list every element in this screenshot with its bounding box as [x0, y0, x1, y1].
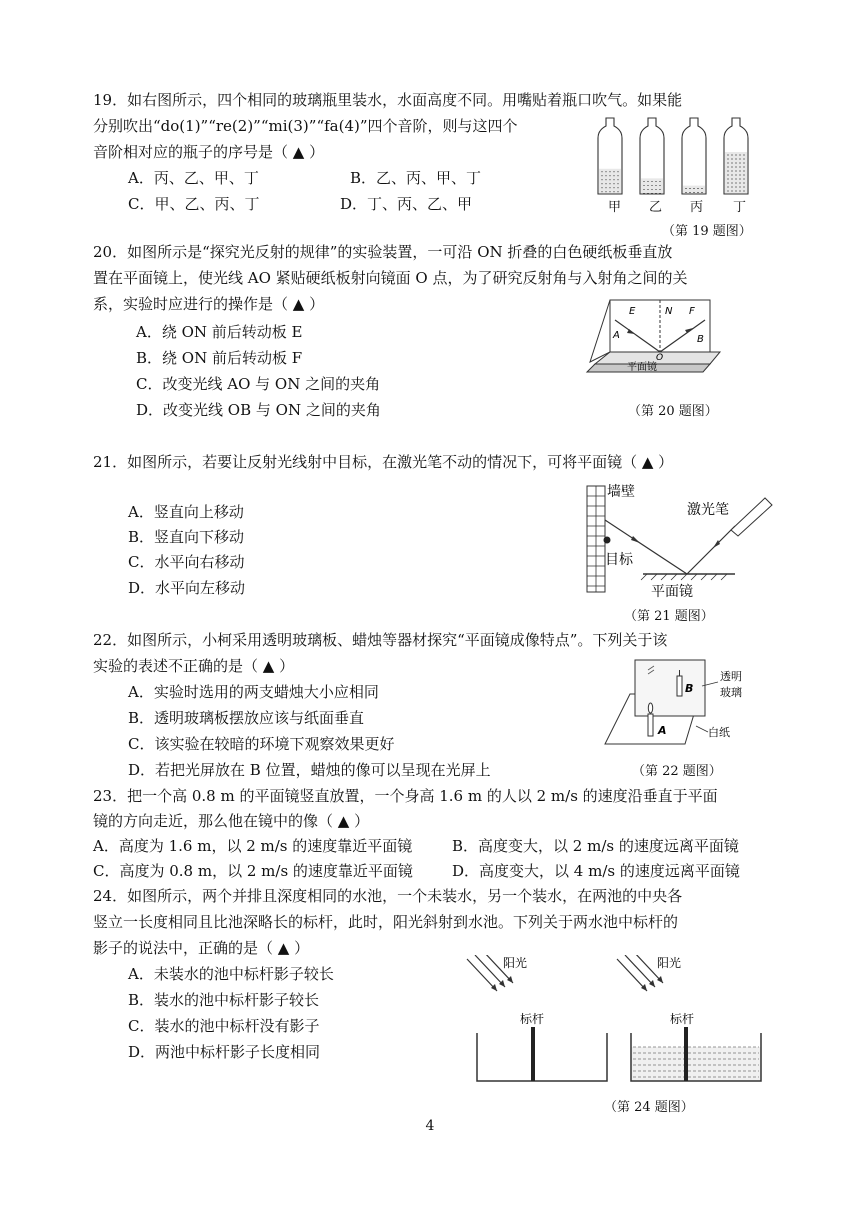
q22-caption: （第 22 题图）: [632, 764, 722, 779]
q20-label-b: B: [697, 334, 704, 345]
q22-label-b: B: [685, 682, 694, 695]
q19-option-a: A．丙、乙、甲、丁: [128, 169, 259, 187]
q22-candle-svg: [600, 656, 755, 748]
q24-sunlight-right-arrows: [641, 976, 663, 991]
q21-target-dot: [604, 537, 611, 544]
q24-option-a: A．未装水的池中标杆影子较长: [128, 965, 334, 983]
bottle-label-bing: 丙: [690, 200, 704, 215]
q24-pole-right: [684, 1027, 688, 1081]
bottle-3: [682, 118, 706, 194]
q20-line-2: 置在平面镜上，使光线 AO 紧贴硬纸板射向镜面 O 点，为了研究反射角与入射角之间的关: [93, 269, 688, 287]
q19-option-c: C．甲、乙、丙、丁: [128, 195, 260, 213]
page-number: 4: [425, 1118, 435, 1134]
q24-line-1: 24．如图所示，两个并排且深度相同的水池，一个未装水，另一个装水，在两池的中央各: [93, 887, 683, 905]
q22-candle-a: [648, 714, 653, 736]
q23-line-1: 23．把一个高 0.8 m 的平面镜竖直放置，一个身高 1.6 m 的人以 2 m/s 的速度沿垂直于平面: [93, 787, 718, 805]
bottle-label-ding: 丁: [733, 200, 747, 215]
bottle-water-1: [599, 169, 621, 194]
q22-paper-pointer: [696, 726, 708, 732]
q19-line-2: 分别吹出“do(1)”“re(2)”“mi(3)”“fa(4)”四个音阶，则与这四个: [93, 117, 518, 135]
q24-caption: （第 24 题图）: [604, 1100, 694, 1115]
q20-label-o: O: [656, 353, 664, 363]
q19-option-b: B．乙、丙、甲、丁: [350, 169, 482, 187]
q20-label-mirror: 平面镜: [627, 362, 657, 373]
q22-line-1: 22．如图所示，小柯采用透明玻璃板、蜡烛等器材探究“平面镜成像特点”。下列关于该: [93, 631, 668, 649]
q24-pole-left: [531, 1027, 535, 1081]
q22-label-paper: 白纸: [708, 726, 730, 739]
q21-option-c: C．水平向右移动: [128, 553, 245, 571]
q23-option-a: A．高度为 1.6 m，以 2 m/s 的速度靠近平面镜: [93, 837, 413, 855]
bottle-label-yi: 乙: [649, 200, 663, 215]
q21-reflected-arrow: [631, 536, 640, 543]
q24-option-d: D．两池中标杆影子长度相同: [128, 1043, 321, 1061]
q22-candle-b: [677, 676, 682, 696]
q24-water: [631, 1047, 761, 1081]
q22-line-2: 实验的表述不正确的是（ ▲ ）: [93, 657, 295, 675]
q21-incident-arrow: [713, 540, 720, 548]
q22-option-a: A．实验时选用的两支蜡烛大小应相同: [128, 683, 379, 701]
q23-line-2: 镜的方向走近，那么他在镜中的像（ ▲ ）: [93, 812, 370, 830]
q20-caption: （第 20 题图）: [628, 404, 718, 419]
q24-option-b: B．装水的池中标杆影子较长: [128, 991, 320, 1009]
q21-option-a: A．竖直向上移动: [128, 503, 244, 521]
q19-option-d: D．丁、丙、乙、甲: [340, 195, 473, 213]
q21-line-1: 21．如图所示，若要让反射光线射中目标，在激光笔不动的情况下，可将平面镜（ ▲ ）: [93, 453, 674, 471]
q24-line-3: 影子的说法中，正确的是（ ▲ ）: [93, 939, 310, 957]
q19-caption: （第 19 题图）: [662, 224, 752, 239]
bottle-label-jia: 甲: [608, 200, 622, 215]
bottle-1: [598, 118, 622, 194]
q24-pools-svg: [465, 955, 765, 1085]
q20-option-b: B．绕 ON 前后转动板 F: [136, 349, 303, 367]
bottle-water-2: [641, 178, 663, 194]
bottle-outline-3: [682, 118, 706, 194]
q20-label-e: E: [629, 306, 636, 317]
q23-option-c: C．高度为 0.8 m，以 2 m/s 的速度靠近平面镜: [93, 862, 413, 880]
q20-option-d: D．改变光线 OB 与 ON 之间的夹角: [136, 401, 381, 419]
q20-option-c: C．改变光线 AO 与 ON 之间的夹角: [136, 375, 381, 393]
q20-label-n: N: [665, 306, 673, 317]
bottle-water-4: [725, 152, 747, 194]
q20-label-a: A: [613, 330, 620, 341]
q19-line-3: 音阶相对应的瓶子的序号是（ ▲ ）: [93, 143, 325, 161]
q22-flame-a: [648, 703, 652, 713]
q24-sunlight-left-arrows: [491, 976, 513, 991]
q21-mirror-hatch: [641, 574, 727, 580]
q21-laser-svg: [585, 478, 780, 598]
q24-line-2: 竖立一长度相同且比池深略长的标杆，此时，阳光斜射到水池。下列关于两水池中标杆的: [93, 913, 679, 931]
q21-laser-figure: [585, 478, 780, 598]
q21-label-mirror: 平面镜: [651, 584, 693, 598]
q24-label-sun-right: 阳光: [657, 956, 682, 970]
q24-label-pole-left: 标杆: [520, 1012, 545, 1026]
q24-label-sun-left: 阳光: [503, 956, 528, 970]
q21-option-b: B．竖直向下移动: [128, 528, 245, 546]
q22-option-d: D．若把光屏放在 B 位置，蜡烛的像可以呈现在光屏上: [128, 761, 491, 779]
q23-option-b: B．高度变大，以 2 m/s 的速度远离平面镜: [452, 837, 739, 855]
bottle-2: [640, 118, 664, 194]
q24-pools-figure: [465, 955, 765, 1085]
q22-label-glass-2: 玻璃: [720, 686, 742, 699]
q23-option-d: D．高度变大，以 4 m/s 的速度远离平面镜: [452, 862, 740, 880]
q22-option-b: B．透明玻璃板摆放应该与纸面垂直: [128, 709, 365, 727]
q24-option-c: C．装水的池中标杆没有影子: [128, 1017, 320, 1035]
q21-label-laser: 激光笔: [687, 502, 729, 518]
bottle-4: [724, 118, 748, 194]
q21-laser-pen: [731, 498, 772, 536]
q21-incident-ray: [687, 526, 735, 574]
q21-label-wall: 墙壁: [607, 484, 635, 500]
q21-caption: （第 21 题图）: [624, 609, 714, 624]
q20-label-f: F: [689, 306, 695, 317]
q20-option-a: A．绕 ON 前后转动板 E: [136, 323, 303, 341]
q21-option-d: D．水平向左移动: [128, 579, 246, 597]
q20-board-fold: [590, 300, 610, 362]
q22-label-glass-1: 透明: [720, 670, 742, 683]
q19-line-1: 19．如右图所示，四个相同的玻璃瓶里装水，水面高度不同。用嘴贴着瓶口吹气。如果能: [93, 91, 683, 109]
q20-reflection-svg: [585, 292, 725, 382]
q22-option-c: C．该实验在较暗的环境下观察效果更好: [128, 735, 395, 753]
q20-line-3: 系，实验时应进行的操作是（ ▲ ）: [93, 295, 325, 313]
q21-label-target: 目标: [605, 552, 633, 568]
q24-pool-empty: [477, 1033, 607, 1081]
q24-label-pole-right: 标杆: [670, 1012, 695, 1026]
q22-label-a: A: [658, 724, 667, 737]
q22-glass-plate: [635, 660, 705, 716]
q20-reflection-figure: [585, 292, 725, 382]
q20-line-1: 20．如图所示是“探究光反射的规律”的实验装置，一可沿 ON 折叠的白色硬纸板垂直放: [93, 243, 673, 261]
q22-candle-figure: [600, 656, 755, 748]
